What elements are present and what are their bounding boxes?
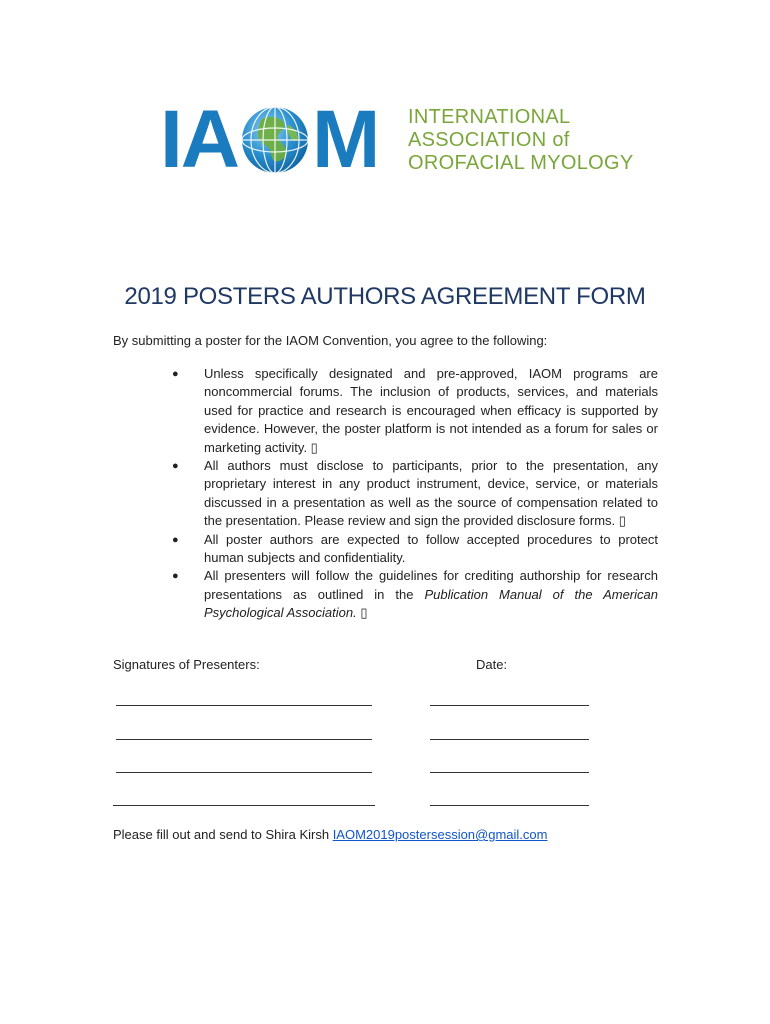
iaom-logo bbox=[160, 94, 634, 185]
term-text bbox=[204, 568, 658, 620]
term-text-lead: All presenters will follow the guidelines for crediting authorship for research presentations as outlined in the bbox=[204, 568, 658, 602]
email-link[interactable]: IAOM2019postersession@gmail.com bbox=[332, 827, 548, 842]
agreement-terms-list bbox=[172, 365, 658, 623]
date-line[interactable] bbox=[430, 772, 589, 773]
bullet-icon: ● bbox=[172, 570, 179, 583]
date-line[interactable] bbox=[430, 705, 589, 706]
date-label: Date: bbox=[476, 657, 508, 672]
logo-organization-name bbox=[408, 106, 634, 175]
signature-line[interactable] bbox=[116, 705, 372, 706]
logo-name-line: OROFACIAL MYOLOGY bbox=[408, 152, 634, 174]
agreement-term bbox=[172, 531, 658, 568]
signatures-label: Signatures of Presenters: bbox=[113, 657, 260, 672]
form-title: 2019 POSTERS AUTHORS AGREEMENT FORM bbox=[124, 283, 646, 310]
agreement-term bbox=[172, 567, 658, 622]
logo-name-line: ASSOCIATION of bbox=[408, 129, 570, 151]
bullet-icon: ● bbox=[172, 533, 179, 546]
agreement-term bbox=[172, 457, 658, 531]
bullet-icon: ● bbox=[172, 460, 179, 473]
signature-line[interactable] bbox=[113, 805, 375, 806]
term-text: Unless specifically designated and pre-approved, IAOM programs are noncommercial forums. The inclusion of products, services, and materials used for practice and research is encouraged when efficacy is supported by evidence. However, the poster platform is not intended as a forum for sales or marketing activity. ▯ bbox=[204, 366, 658, 455]
bullet-icon: ● bbox=[172, 368, 179, 380]
footer-text: Please fill out and send to Shira Kirsh bbox=[113, 827, 333, 842]
submission-instructions bbox=[113, 827, 547, 842]
logo-letter-m: M bbox=[312, 94, 379, 185]
term-text: All authors must disclose to participants, prior to the presentation, any proprietary interest in any product instrument, device, service, or materials discussed in a presentation as well as the source of compensation related to the presentation. Please review and sign the provided disclosure forms. ▯ bbox=[204, 458, 658, 529]
date-line[interactable] bbox=[430, 805, 589, 806]
date-line[interactable] bbox=[430, 739, 589, 740]
agreement-term bbox=[172, 365, 658, 457]
signature-line[interactable] bbox=[116, 739, 372, 740]
logo-name-line: INTERNATIONAL bbox=[408, 106, 571, 128]
term-text-tail: ▯ bbox=[356, 605, 368, 621]
term-text-emphasis: Publication Manual of the American Psychological Association. bbox=[204, 586, 658, 621]
globe-icon bbox=[240, 105, 310, 175]
logo-letter-i: I bbox=[160, 94, 181, 185]
term-text: All poster authors are expected to follow accepted procedures to protect human subjects and confidentiality. bbox=[204, 531, 658, 566]
logo-wordmark bbox=[160, 94, 379, 185]
intro-text: By submitting a poster for the IAOM Convention, you agree to the following: bbox=[113, 333, 548, 348]
signature-line[interactable] bbox=[116, 772, 372, 773]
logo-letter-a: A bbox=[180, 94, 239, 185]
